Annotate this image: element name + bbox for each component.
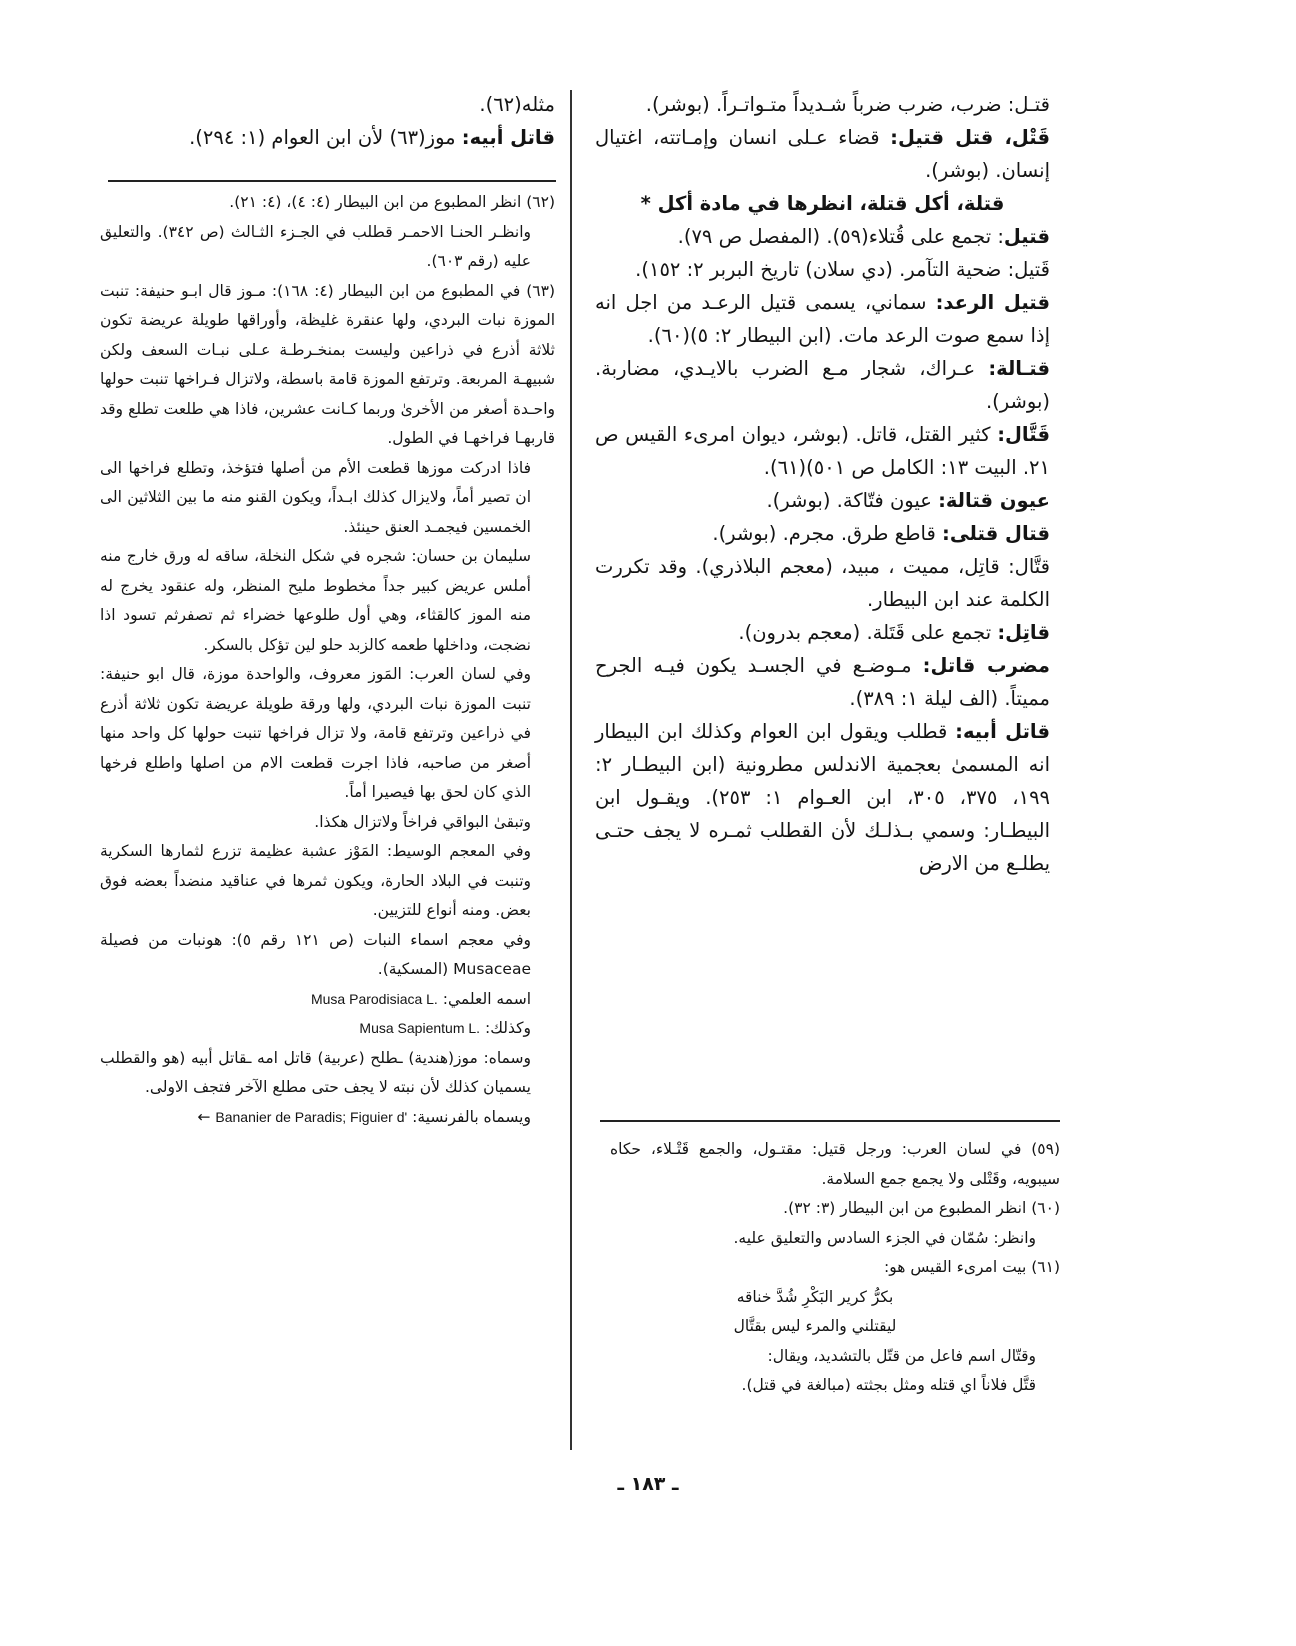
poem-verse: ليقتلني والمرء ليس بقتَّال (733, 1317, 897, 1335)
column-divider (570, 90, 572, 1450)
footnote-label: ويسماه بالفرنسية: (412, 1107, 531, 1126)
continuation-text: مثله(٦٢). (479, 93, 555, 116)
footnote: وفي المعجم الوسيط: المَوْز عشبة عظيمة تزرع لثمارها السكرية وتنبت في البلاد الحارة، ويكون ثمرها في عناقيد منضداً بعضه فوق بعض. ومنه أنواع للتزيين. (100, 842, 531, 919)
footnote: وانظـر الحنـا الاحمـر قطلب في الجـزء الثـالث (ص ٣٤٢). والتعليق عليه (رقم ٦٠٣). (100, 222, 531, 270)
dictionary-entry: قاتل أبيه: قطلب ويقول ابن العوام وكذلك ابن البيطار انه المسمىٰ بعجمية الاندلس مطرونية (ابن البيطـار ٢: ١٩٩، ٣٧٥، ٣٠٥، ابن العـوام ١: ٢٥٣). ويقـول ابن البيطـار: وسمي بـذلـك لأن القطلب ثمـره لا يجف حتـى يطلـع من الارض (595, 720, 1051, 875)
dictionary-entry: قتلة، أكل قتلة، انظرها في مادة أكل * (640, 192, 1005, 215)
footnote: (٥٩) في لسان العرب: ورجل قتيل: مقتـول، والجمع قَتْـلاء، حكاه سيبويه، وقَتْلى ولا يجمع جمع السلامة. (610, 1140, 1060, 1188)
dictionary-entry: قتيل الرعد: سماني، يسمى قتيل الرعـد من اجل انه إذا سمع صوت الرعد مات. (ابن البيطار ٢: ٥)(٦٠). (595, 291, 1051, 347)
footnote: وفي معجم اسماء النبات (ص ١٢١ رقم ٥): هونبات من فصيلة Musaceae (المسكية). (100, 930, 531, 978)
dictionary-entry: قَتْل، قتل قتيل: قضاء عـلى انسان وإمـاتته، اغتيال إنسان. (بوشر). (595, 126, 1050, 182)
footnote: قتَّل فلاناً اي قتله ومثل بجثته (مبالغة في قتل). (741, 1376, 1036, 1394)
dictionary-entry: قتـالة: عـراك، شجار مـع الضرب بالايـدي، مضاربة. (بوشر). (595, 357, 1050, 413)
footnote-separator (108, 180, 556, 182)
dictionary-entry: قاتل أبيه: موز(٦٣) لأن ابن العوام (١: ٢٩٤). (189, 126, 555, 149)
latin-name: Musa Parodisiaca L. (310, 990, 438, 1007)
poem-verse: بكرُّ كرير البَكْرِ شُدَّ خناقه (736, 1287, 894, 1306)
page-number: ـ ١٨٣ ـ (617, 1473, 679, 1495)
right-column (595, 88, 1050, 880)
dictionary-entry: قتَّال: قاتِل، مميت ، مبيد، (معجم البلاذري). وقد تكررت الكلمة عند ابن البيطار. (595, 555, 1050, 611)
footnote: (٦٣) في المطبوع من ابن البيطار (٤: ١٦٨): مـوز قال ابـو حنيفة: تنبت الموزة نبات البردي، ولها عنقرة غليظة، وأوراقها طويلة عريضة تكون ثلاثة أذرع في ذراعين وليست بمنخـرطـة عـلى نبـات السعف ولكن شبيهـة المربعة. وترتفع الموزة قامة باسطة، ولاتزال فـراخها تنبت حولها واحـدة أصغر من الأخرىٰ وربما كـانت عشرين، فاذا هي طلعت تطلع وقد قاربهـا فراخهـا في الطول. (100, 281, 555, 447)
footnote (100, 985, 555, 1015)
dictionary-entry: قتيل: تجمع على قُتلاء(٥٩). (المفصل ص ٧٩). (677, 225, 1050, 248)
footnote: (٦٢) انظر المطبوع من ابن البيطار (٤: ٤)، (٤: ٢١). (229, 193, 555, 211)
dictionary-entry: قَتيل: ضحية التآمر. (دي سلان) تاريخ البربر ٢: ١٥٢). (635, 258, 1050, 281)
right-footnotes (610, 1135, 1060, 1401)
footnote: وفي لسان العرب: المَوز معروف، والواحدة موزة، قال ابو حنيفة: تنبت الموزة نبات البردي، ولها ورقة طويلة عريضة تكون ثلاثة أذرع في ذراعين وترتفع قامة، ولا تزال فراخها تنبت حولها كل واحد منها أصغر من صاحبه، فاذا اجرت قطعت الام من اصلها واطلع فرخها الذي كان لحق بها فيصيرا أماً. (100, 665, 531, 801)
left-footnotes (100, 188, 555, 1132)
dictionary-entry: قتـل: ضرب، ضرب ضرباً شـديداً متـواتـراً. (بوشر). (645, 93, 1050, 116)
left-column (100, 88, 555, 154)
footnote: وتبقىٰ البواقي فراخاً ولاتزال هكذا. (314, 812, 531, 831)
footnote: (٦٠) انظر المطبوع من ابن البيطار (٣: ٣٢). (783, 1199, 1060, 1217)
dictionary-entry: عيون قتالة: عيون فتّاكة. (بوشر). (766, 489, 1050, 512)
footnote: سليمان بن حسان: شجره في شكل النخلة، ساقه له ورق خارج منه أملس عريض كبير جداً مخطوط مليح المنظر، وله عنقود يخرج له منه الموز كالقثاء، وهي أول طلوعها خضراء ثم تصفرثم تسود اذا نضجت، وداخلها طعمه كالزبد حلو لين تؤكل بالسكر. (100, 547, 531, 654)
footnote (100, 1014, 555, 1044)
footnote: وقتّال اسم فاعل من قتّل بالتشديد، ويقال: (767, 1346, 1036, 1365)
footnote-separator (600, 1120, 1060, 1122)
dictionary-entry: قاتِل: تجمع على قَتَلة. (معجم بدرون). (738, 621, 1050, 644)
footnote (100, 1103, 555, 1133)
arrow-left-icon: ← (197, 1107, 211, 1126)
footnote: وانظر: سُمّان في الجزء السادس والتعليق عليه. (733, 1228, 1036, 1247)
dictionary-entry: قتال قتلى: قاطع طرق. مجرم. (بوشر). (712, 522, 1050, 545)
footnote: وسماه: موز(هندية) ـطلح (عربية) قاتل امه ـقاتل أبيه (هو والقطلب يسميان كذلك لأن نبته لا يجف حتى مطلع الآخر فتجف الاولى. (100, 1048, 531, 1096)
footnote-label: اسمه العلمي: (442, 989, 531, 1008)
footnote: (٦١) بيت امرىء القيس هو: (884, 1258, 1060, 1276)
dictionary-entry: قَتَّال: كثير القتل، قاتل. (بوشر، ديوان امرىء القيس ص ٢١. البيت ١٣: الكامل ص ٥٠١)(٦١). (595, 423, 1050, 479)
latin-name: Musa Sapientum L. (359, 1020, 481, 1036)
footnote: فاذا ادركت موزها قطعت الأم من أصلها فتؤخذ، وتطلع فراخها الى ان تصير أماً، ولايزال كذلك ابـداً، ويكون القنو منه ما بين الثلاثين الى الخمسين فيجمـد العنق حينئذ. (100, 458, 531, 536)
dictionary-entry: مضرب قاتل: مـوضـع في الجسـد يكون فيـه الجرح مميتاً. (الف ليلة ١: ٣٨٩). (595, 654, 1051, 710)
footnote-label: وكذلك: (484, 1019, 531, 1037)
latin-name: Bananier de Paradis; Figuier d' (215, 1108, 408, 1125)
